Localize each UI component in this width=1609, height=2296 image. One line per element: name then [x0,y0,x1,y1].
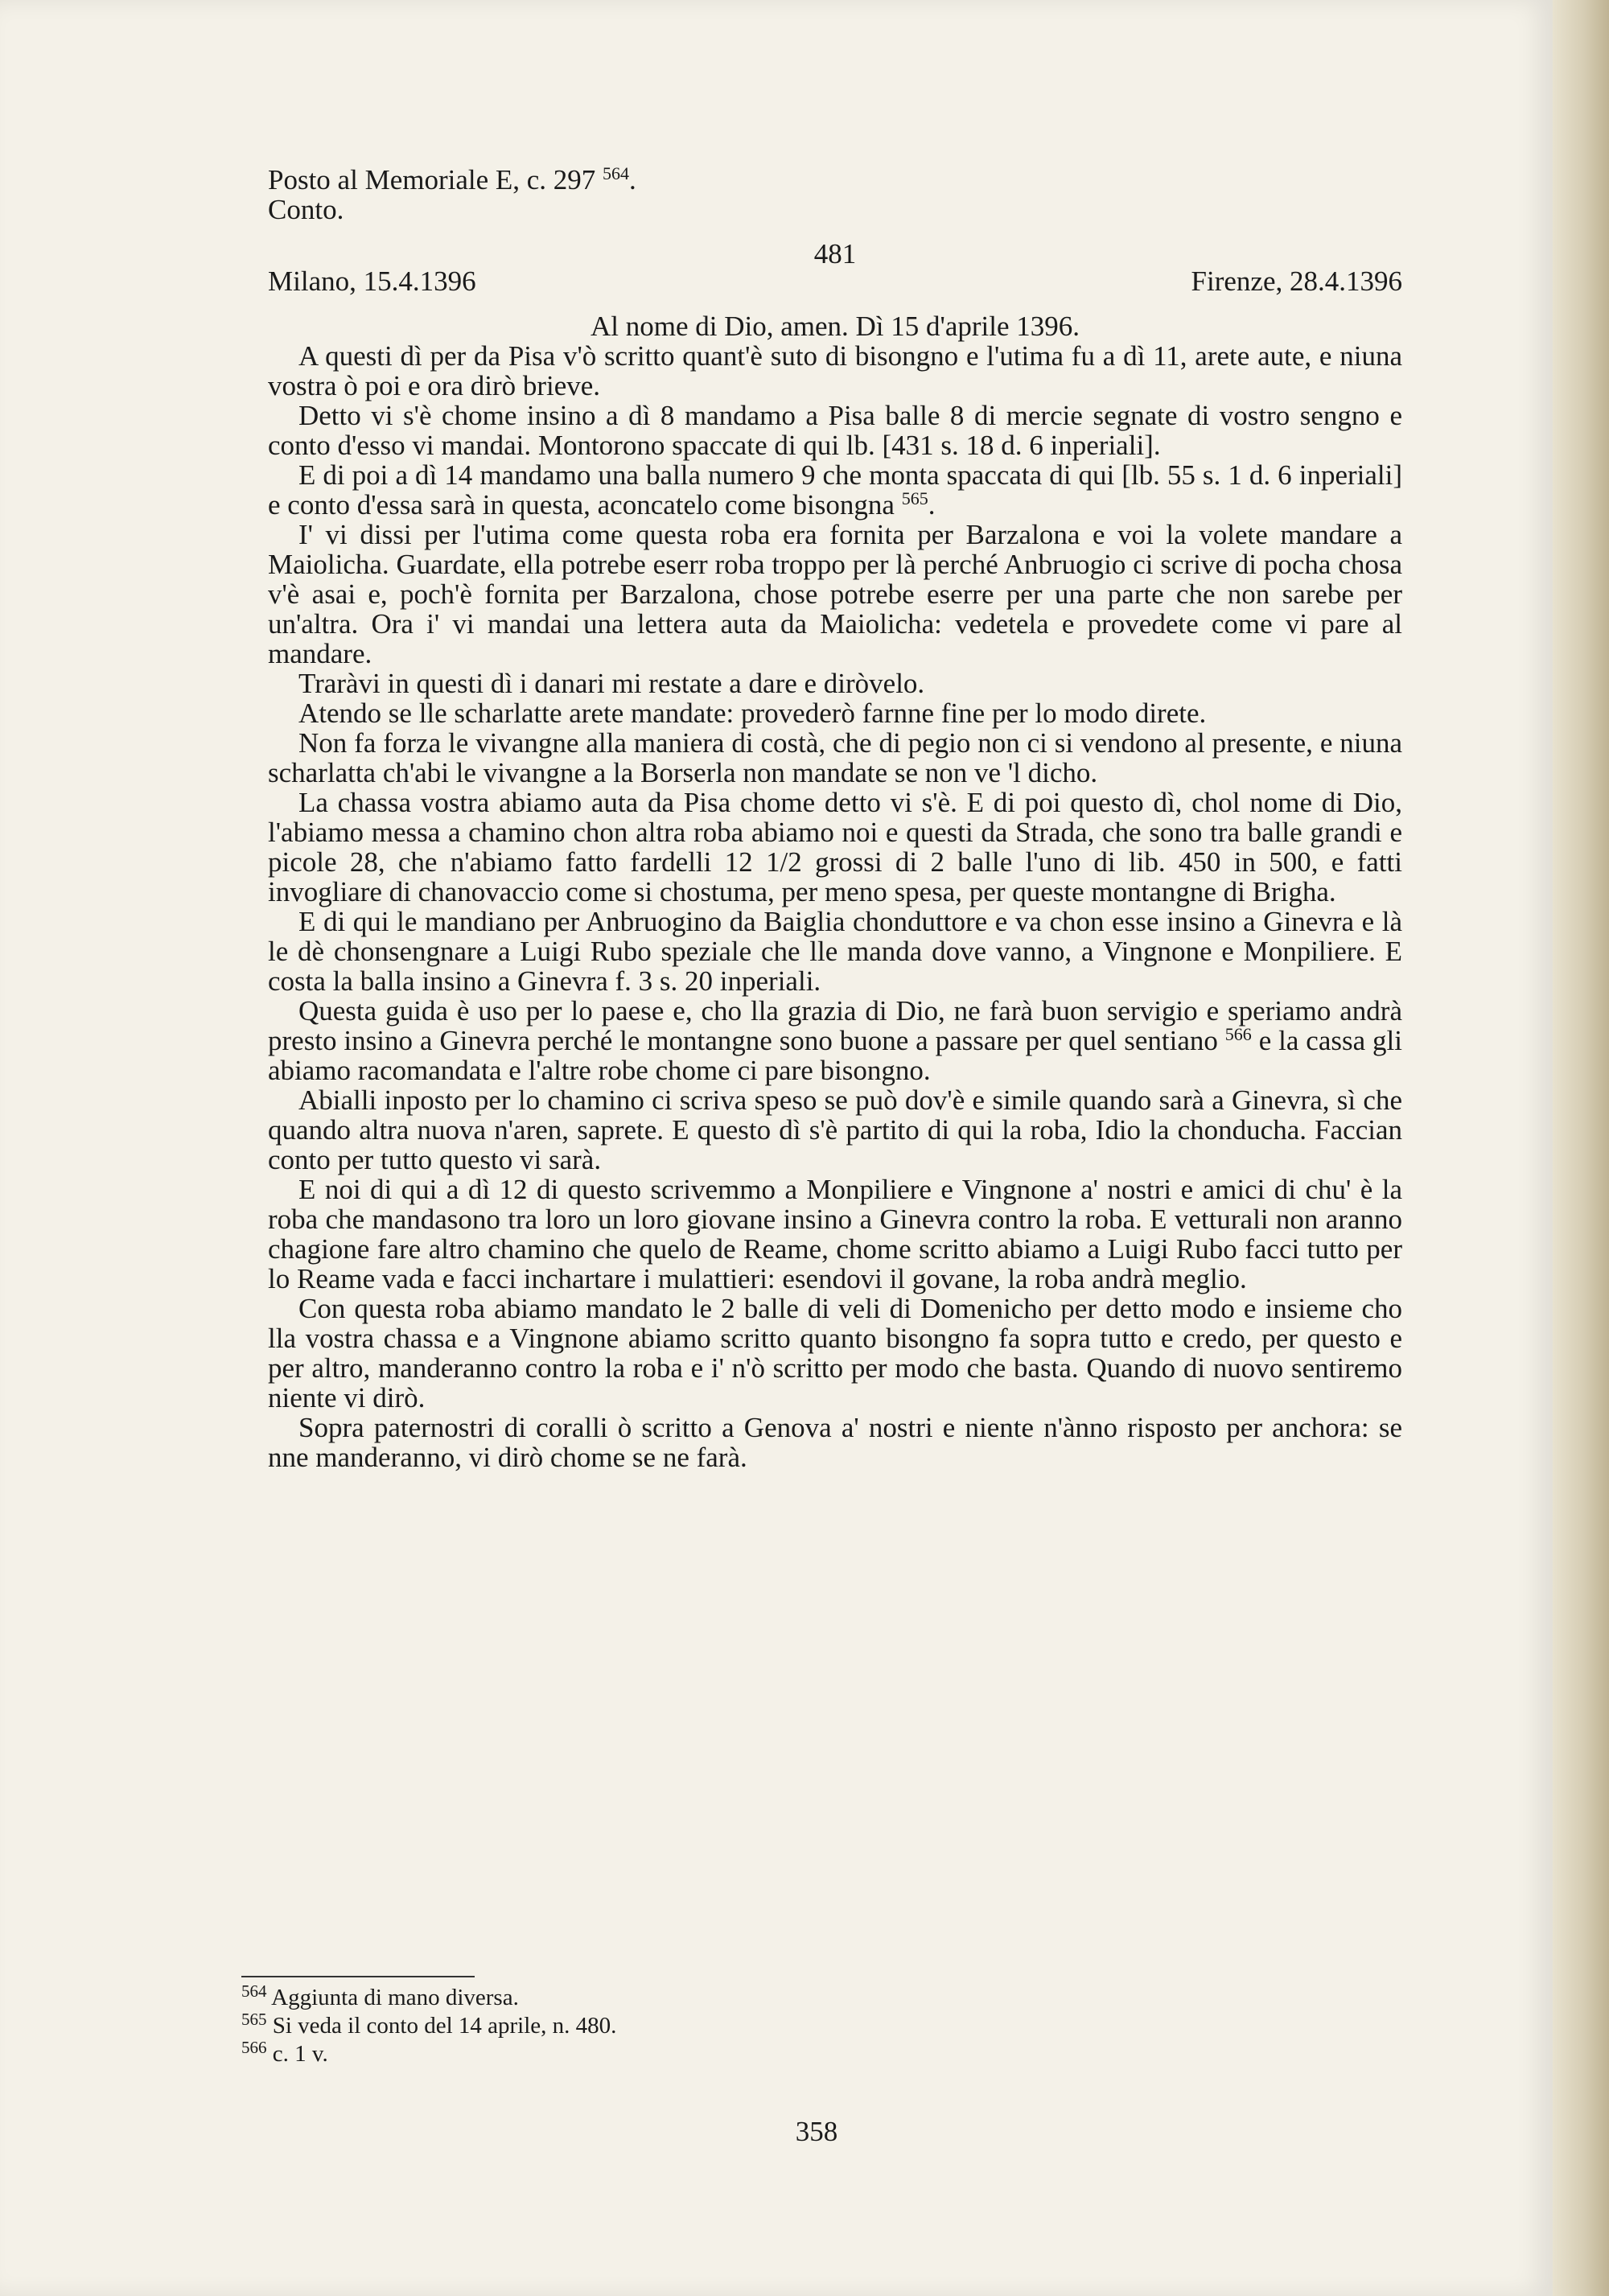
paragraph: Traràvi in questi dì i danari mi restate a dare e diròvelo. [298,668,925,699]
footnote-divider [241,1976,475,1977]
paragraph: Non fa forza le vivangne alla maniera di costà, che di pegio non ci si vendono al presente, e niuna scharlatta ch'abi le vivangne a la Borserla non mandate se non ve 'l dicho. [268,727,1402,788]
paragraph: Abialli inposto per lo chamino ci scriva speso se può dov'è e simile quando sarà a Ginevra, sì che quando altra nuova n'aren, saprete. E questo dì s'è partito di qui la roba, Idio la chonducha. Faccian conto per tutto questo vi sarà. [268,1084,1402,1175]
paragraph: A questi dì per da Pisa v'ò scritto quant'è suto di bisongno e l'utima fu a dì 11, arete aute, e niuna vostra ò poi e ora dirò brieve. [268,340,1402,401]
paragraph: Questa guida è uso per lo paese e, cho lla grazia di Dio, ne farà buon servigio e speriamo andrà presto insino a Ginevra perché le montangne sono buone a passare per quel sentiano $^{566}$ e la cassa gli abiamo racomandata e l'altre robe chome ci pare bisongno. [268,995,1402,1086]
page-number: 358 [795,2116,838,2147]
paragraph: Atendo se lle scharlatte arete mandate: provederò farnne fine per lo modo direte. [298,697,1207,729]
main-text [268,165,1402,1472]
letter-dates [268,265,1402,297]
paragraph: E noi di qui a dì 12 di questo scrivemmo a Monpiliere e Vingnone a' nostri e amici di chu' è la roba che mandasono tra loro un loro giovane insino a Ginevra contro la roba. E vetturali non aranno chagione fare altro chamino che quelo de Reame, chome scritto abiamo a Luigi Rubo facci tutto per lo Reame vada e facci inchartare i mulattieri: esendovi il govane, la roba andrà meglio. [268,1174,1402,1294]
footnotes [241,1981,1368,2068]
date-sent: Milano, 15.4.1396 [268,265,476,297]
footnote-ref: 565 [901,488,928,508]
letter-number: 481 [813,238,857,270]
memoriale-line: Posto al Memoriale E, c. 297 $^{564}$. [268,163,636,195]
paragraph: La chassa vostra abiamo auta da Pisa chome detto vi s'è. E di poi questo dì, chol nome di Dio, l'abiamo messa a chamino chon altra roba abiamo noi e questi da Strada, che sono tra balle grandi e picole 28, che n'abiamo fatto fardelli 12 1/2 grossi di 2 balle l'uno di lib. 450 in 500, e fatti invogliare di chanovaccio come si chostuma, per meno spesa, per queste montangne di Brigha. [268,787,1402,907]
paragraph: Con questa roba abiamo mandato le 2 balle di veli di Domenicho per detto modo e insieme cho lla vostra chassa e a Vingnone abiamo scritto quanto bisongno fa sopra tutto e credo, per questo e per altro, manderanno contro la roba e i' n'ò scritto per modo che basta. Quando di nuovo sentiremo niente vi dirò. [268,1293,1402,1413]
paragraph: E di poi a dì 14 mandamo una balla numero 9 che monta spaccata di qui [lb. 55 s. 1 d. 6 inperiali] e conto d'essa sarà in questa, aconcatelo come bisongna $^{565}$. [268,459,1402,521]
footnote-ref: 564 [603,163,630,183]
footnote: $^{565}$ Si veda il conto del 14 aprile, n. 480. [241,2010,617,2039]
letter-header [268,165,1402,224]
page-edge [1553,0,1609,2296]
date-received: Firenze, 28.4.1396 [1191,265,1402,297]
paragraph: I' vi dissi per l'utima come questa roba era fornita per Barzalona e voi la volete mandare a Maiolicha. Guardate, ella potrebe eserr roba troppo per là perché Anbruogio ci scrive di pocha chosa v'è asai e, poch'è fornita per Barzalona, chose potrebe eserre per una parte che non sarebe per un'altra. Ora i' vi mandai una lettera auta da Maiolicha: vedetela e provedete come vi pare al mandare. [268,519,1402,669]
footnote: $^{564}$ Aggiunta di mano diversa. [241,1981,519,2010]
paragraph: Sopra paternostri di coralli ò scritto a Genova a' nostri e niente n'ànno risposto per anchora: se nne manderanno, vi dirò chome se ne farà. [268,1412,1402,1473]
footnote-ref: 566 [1224,1024,1252,1044]
paragraph: E di qui le mandiano per Anbruogino da Baiglia chonduttore e va chon esse insino a Ginevra e là le dè chonsengnare a Luigi Rubo speziale che lle manda dove vanno, a Vingnone e Monpiliere. E costa la balla insino a Ginevra f. 3 s. 20 inperiali. [268,906,1402,997]
conto-line: Conto. [268,194,344,225]
paragraph: Detto vi s'è chome insino a dì 8 mandamo a Pisa balle 8 di mercie segnate di vostro sengno e conto d'esso vi mandai. Montorono spaccate di qui lb. [431 s. 18 d. 6 inperiali]. [268,400,1402,461]
salutation: Al nome di Dio, amen. Dì 15 d'aprile 1396. [590,311,1080,342]
footnote: $^{566}$ c. 1 v. [241,2038,328,2067]
